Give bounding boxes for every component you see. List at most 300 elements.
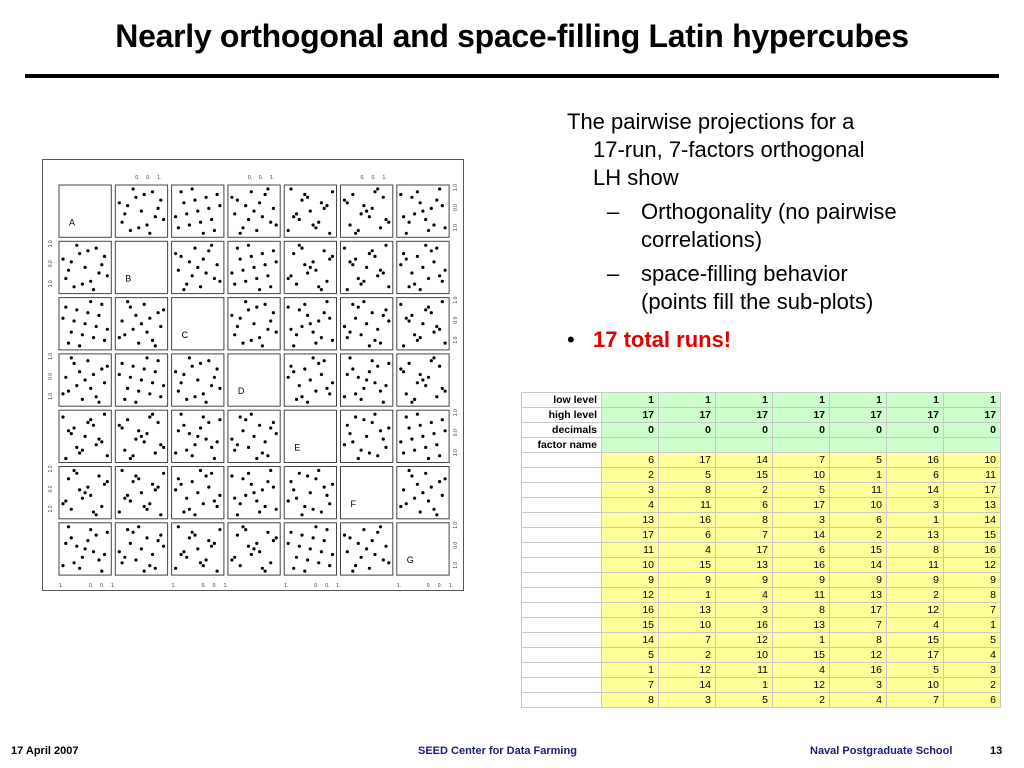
data-point [140, 547, 143, 550]
data-point [331, 381, 334, 384]
data-point [264, 193, 267, 196]
data-point [129, 457, 132, 460]
data-point [143, 303, 146, 306]
sheet-cell: 5 [773, 483, 830, 498]
sub1-line-2: correlations) [641, 227, 763, 252]
data-point [61, 564, 64, 567]
data-point [145, 536, 148, 539]
data-point [441, 280, 444, 283]
sheet-cell: 0 [602, 423, 659, 438]
data-point [444, 269, 447, 272]
data-point [75, 446, 78, 449]
tick-label: 1.0 [453, 409, 460, 417]
sheet-cell: 15 [944, 528, 1001, 543]
data-point [193, 534, 196, 537]
data-point [233, 497, 236, 500]
sheet-cell: 6 [716, 498, 773, 513]
footer-page-number: 13 [990, 745, 1003, 757]
sheet-cell: 6 [773, 543, 830, 558]
data-point [424, 218, 427, 221]
data-point [325, 387, 328, 390]
data-point [159, 513, 162, 516]
data-point [261, 451, 264, 454]
data-point [399, 193, 402, 196]
data-point [73, 426, 76, 429]
sheet-cell: 4 [887, 618, 944, 633]
data-point [154, 567, 157, 570]
data-point [241, 226, 244, 229]
data-point [320, 510, 323, 513]
data-point [233, 556, 236, 559]
lead-line-2: 17-run, 7-factors orthogonal [593, 137, 865, 162]
data-point [387, 561, 390, 564]
data-point [368, 252, 371, 255]
tick-label: 1.0 [453, 336, 460, 344]
data-point [295, 556, 298, 559]
sheet-cell: 16 [659, 513, 716, 528]
sheet-cell: 1 [944, 618, 1001, 633]
data-point [106, 454, 109, 457]
sheet-cell: 10 [602, 558, 659, 573]
data-point [323, 207, 326, 210]
data-point [323, 539, 326, 542]
data-point [86, 249, 89, 252]
data-point [84, 547, 87, 550]
data-point [100, 440, 103, 443]
tick-label: 1. [448, 583, 453, 590]
sheet-cell: 12 [887, 603, 944, 618]
data-point [193, 513, 196, 516]
sheet-data-row [522, 513, 1001, 528]
data-point [346, 288, 349, 291]
data-point [357, 277, 360, 280]
data-point [416, 413, 419, 416]
data-point [289, 365, 292, 368]
data-point [239, 232, 242, 235]
data-point [306, 271, 309, 274]
title-rule [25, 74, 999, 78]
data-point [387, 285, 390, 288]
data-point [317, 362, 320, 365]
sheet-cell: 13 [602, 513, 659, 528]
data-point [154, 344, 157, 347]
data-point [151, 381, 154, 384]
footer-school: Naval Postgraduate School [810, 745, 953, 757]
data-point [61, 502, 64, 505]
sheet-cell: 17 [773, 498, 830, 513]
data-point [416, 381, 419, 384]
data-point [275, 536, 278, 539]
data-point [61, 258, 64, 261]
data-point [416, 339, 419, 342]
data-point [162, 545, 165, 548]
data-point [441, 204, 444, 207]
data-point [441, 494, 444, 497]
sheet-cell: 17 [716, 408, 773, 423]
data-point [148, 415, 151, 418]
data-point [360, 556, 363, 559]
data-point [199, 285, 202, 288]
data-point [239, 415, 242, 418]
sheet-cell: 0 [887, 423, 944, 438]
sheet-data-row [522, 693, 1001, 708]
data-point [137, 429, 140, 432]
sheet-cell: 15 [716, 468, 773, 483]
data-point [154, 488, 157, 491]
data-point [382, 314, 385, 317]
data-point [239, 502, 242, 505]
data-point [202, 564, 205, 567]
data-point [134, 196, 137, 199]
data-point [438, 480, 441, 483]
data-point [81, 333, 84, 336]
data-point [348, 260, 351, 263]
data-point [118, 550, 121, 553]
data-point [137, 342, 140, 345]
sheet-row-label [522, 468, 602, 483]
data-point [196, 378, 199, 381]
data-point [348, 536, 351, 539]
sub2-line-1: space-filling behavior [641, 261, 848, 286]
data-point [67, 342, 70, 345]
sheet-cell: 8 [602, 693, 659, 708]
data-point [258, 201, 261, 204]
data-point [346, 424, 349, 427]
data-point [75, 308, 78, 311]
data-point [351, 440, 354, 443]
data-point [432, 331, 435, 334]
data-point [106, 480, 109, 483]
data-point [64, 277, 67, 280]
data-point [180, 483, 183, 486]
data-point [123, 556, 126, 559]
data-point [373, 339, 376, 342]
tick-label: 0. [426, 583, 431, 590]
data-point [121, 221, 124, 224]
tick-label: 0. [100, 583, 105, 590]
data-point [140, 491, 143, 494]
data-point [314, 342, 317, 345]
data-point [239, 317, 242, 320]
data-point [360, 398, 363, 401]
sheet-cell: 17 [830, 408, 887, 423]
data-point [207, 421, 210, 424]
data-point [292, 344, 295, 347]
data-point [151, 413, 154, 416]
sheet-cell: 17 [887, 648, 944, 663]
data-point [218, 528, 221, 531]
data-point [266, 480, 269, 483]
data-point [174, 215, 177, 218]
data-point [331, 255, 334, 258]
tick-label: 0.0 [453, 316, 460, 324]
data-point [145, 432, 148, 435]
data-point [213, 229, 216, 232]
sheet-cell: 8 [887, 543, 944, 558]
data-point [118, 373, 121, 376]
factor-label: F [350, 498, 356, 509]
data-point [312, 508, 315, 511]
data-point [365, 266, 368, 269]
data-point [292, 252, 295, 255]
tick-label: 0. [360, 175, 365, 181]
data-point [354, 317, 357, 320]
data-point [325, 204, 328, 207]
tick-label: 0. [371, 175, 376, 181]
data-point [97, 438, 100, 441]
data-point [275, 223, 278, 226]
data-point [266, 454, 269, 457]
sheet-cell: 11 [773, 588, 830, 603]
data-point [323, 359, 326, 362]
data-point [266, 187, 269, 190]
data-point [300, 247, 303, 250]
data-point [182, 550, 185, 553]
data-point [357, 542, 360, 545]
data-point [410, 196, 413, 199]
data-point [148, 392, 151, 395]
data-point [303, 193, 306, 196]
data-point [368, 370, 371, 373]
data-point [70, 356, 73, 359]
data-point [247, 308, 250, 311]
data-point [410, 474, 413, 477]
data-point [92, 424, 95, 427]
data-point [126, 300, 129, 303]
tick-label: 0.0 [453, 541, 460, 549]
data-point [300, 395, 303, 398]
data-point [432, 508, 435, 511]
sheet-row-label [522, 558, 602, 573]
data-point [402, 451, 405, 454]
data-point [384, 244, 387, 247]
data-point [360, 449, 363, 452]
data-point [435, 395, 438, 398]
factor-label: B [125, 273, 132, 284]
data-point [362, 418, 365, 421]
data-point [438, 274, 441, 277]
data-point [435, 443, 438, 446]
bullet-highlight [567, 326, 1007, 354]
data-point [323, 486, 326, 489]
data-point [89, 387, 92, 390]
sheet-row-label [522, 453, 602, 468]
sheet-cell: 8 [773, 603, 830, 618]
data-point [250, 413, 253, 416]
sheet-cell: 17 [944, 483, 1001, 498]
data-point [185, 398, 188, 401]
sheet-row-label [522, 588, 602, 603]
sheet-cell [830, 438, 887, 453]
sheet-cell: 9 [773, 573, 830, 588]
data-point [331, 339, 334, 342]
data-point [298, 472, 301, 475]
data-point [177, 269, 180, 272]
sheet-cell: 7 [773, 453, 830, 468]
data-point [213, 542, 216, 545]
data-point [177, 477, 180, 480]
data-point [89, 280, 92, 283]
data-point [387, 362, 390, 365]
data-point [97, 558, 100, 561]
sheet-cell: 9 [887, 573, 944, 588]
data-point [435, 513, 438, 516]
sheet-cell: 11 [716, 663, 773, 678]
data-point [84, 435, 87, 438]
data-point [306, 474, 309, 477]
data-point [216, 193, 219, 196]
data-point [379, 342, 382, 345]
data-point [405, 258, 408, 261]
data-point [298, 384, 301, 387]
sheet-cell: 5 [716, 693, 773, 708]
scatterplot-matrix [42, 159, 464, 591]
data-point [132, 531, 135, 534]
sheet-data-row [522, 468, 1001, 483]
sheet-cell: 13 [659, 603, 716, 618]
subplot-cell [172, 298, 224, 350]
sheet-cell: 13 [716, 558, 773, 573]
data-point [182, 424, 185, 427]
data-point [78, 451, 81, 454]
sheet-cell: 4 [944, 648, 1001, 663]
data-point [196, 210, 199, 213]
data-point [384, 446, 387, 449]
data-point [266, 328, 269, 331]
tick-label: 1. [59, 583, 64, 590]
data-point [309, 378, 312, 381]
data-point [309, 266, 312, 269]
data-point [236, 325, 239, 328]
sheet-row-label [522, 528, 602, 543]
data-point [205, 474, 208, 477]
data-point [199, 561, 202, 564]
data-point [123, 398, 126, 401]
sheet-cell: 1 [659, 588, 716, 603]
data-point [103, 339, 106, 342]
data-point [444, 226, 447, 229]
data-point [182, 373, 185, 376]
data-point [435, 247, 438, 250]
data-point [121, 561, 124, 564]
data-point [387, 426, 390, 429]
tick-label: 1.0 [48, 465, 54, 473]
sheet-cell: 13 [830, 588, 887, 603]
data-point [360, 333, 363, 336]
data-point [264, 263, 267, 266]
sheet-cell: 7 [887, 693, 944, 708]
data-point [134, 438, 137, 441]
data-point [106, 328, 109, 331]
data-point [134, 401, 137, 404]
data-point [351, 367, 354, 370]
data-point [387, 319, 390, 322]
data-point [185, 212, 188, 215]
data-point [216, 570, 219, 573]
data-point [230, 271, 233, 274]
data-point [317, 469, 320, 472]
data-point [73, 319, 76, 322]
data-point [387, 221, 390, 224]
sheet-row-label: decimals [522, 423, 602, 438]
data-point [405, 392, 408, 395]
sheet-row-label [522, 543, 602, 558]
data-point [371, 311, 374, 314]
data-point [140, 322, 143, 325]
data-point [424, 472, 427, 475]
data-point [145, 223, 148, 226]
data-point [419, 373, 422, 376]
data-point [320, 336, 323, 339]
data-point [151, 190, 154, 193]
sheet-cell: 9 [716, 573, 773, 588]
data-point [432, 260, 435, 263]
data-point [129, 542, 132, 545]
data-point [264, 303, 267, 306]
data-point [188, 536, 191, 539]
data-point [331, 190, 334, 193]
data-point [207, 539, 210, 542]
data-point [75, 244, 78, 247]
data-point [180, 553, 183, 556]
sheet-cell: 1 [773, 633, 830, 648]
data-point [306, 401, 309, 404]
data-point [86, 486, 89, 489]
data-point [348, 223, 351, 226]
data-point [354, 392, 357, 395]
sheet-cell: 3 [716, 603, 773, 618]
data-point [148, 232, 151, 235]
tick-label: 1.0 [453, 561, 460, 569]
sheet-cell: 14 [602, 633, 659, 648]
data-point [371, 539, 374, 542]
sheet-cell: 0 [659, 423, 716, 438]
sheet-row-label: factor name [522, 438, 602, 453]
data-point [272, 421, 275, 424]
data-point [314, 525, 317, 528]
data-point [151, 339, 154, 342]
data-point [255, 229, 258, 232]
data-point [213, 457, 216, 460]
data-point [258, 510, 261, 513]
data-point [207, 249, 210, 252]
data-point [73, 561, 76, 564]
data-point [64, 457, 67, 460]
data-point [261, 567, 264, 570]
data-point [196, 547, 199, 550]
data-point [371, 249, 374, 252]
data-point [126, 494, 129, 497]
data-point [343, 395, 346, 398]
data-point [292, 567, 295, 570]
data-point [298, 308, 301, 311]
sheet-cell: 15 [887, 633, 944, 648]
data-point [188, 260, 191, 263]
sheet-cell: 17 [773, 408, 830, 423]
data-point [118, 424, 121, 427]
data-point [408, 362, 411, 365]
tick-label: 1.0 [453, 224, 460, 231]
data-point [157, 311, 160, 314]
tick-label: 0. [258, 175, 264, 181]
subplot-cell [115, 241, 167, 293]
data-point [312, 536, 315, 539]
data-point [84, 322, 87, 325]
data-point [210, 472, 213, 475]
sheet-row-label [522, 498, 602, 513]
tick-label: 1. [269, 175, 275, 181]
sheet-cell: 15 [830, 543, 887, 558]
